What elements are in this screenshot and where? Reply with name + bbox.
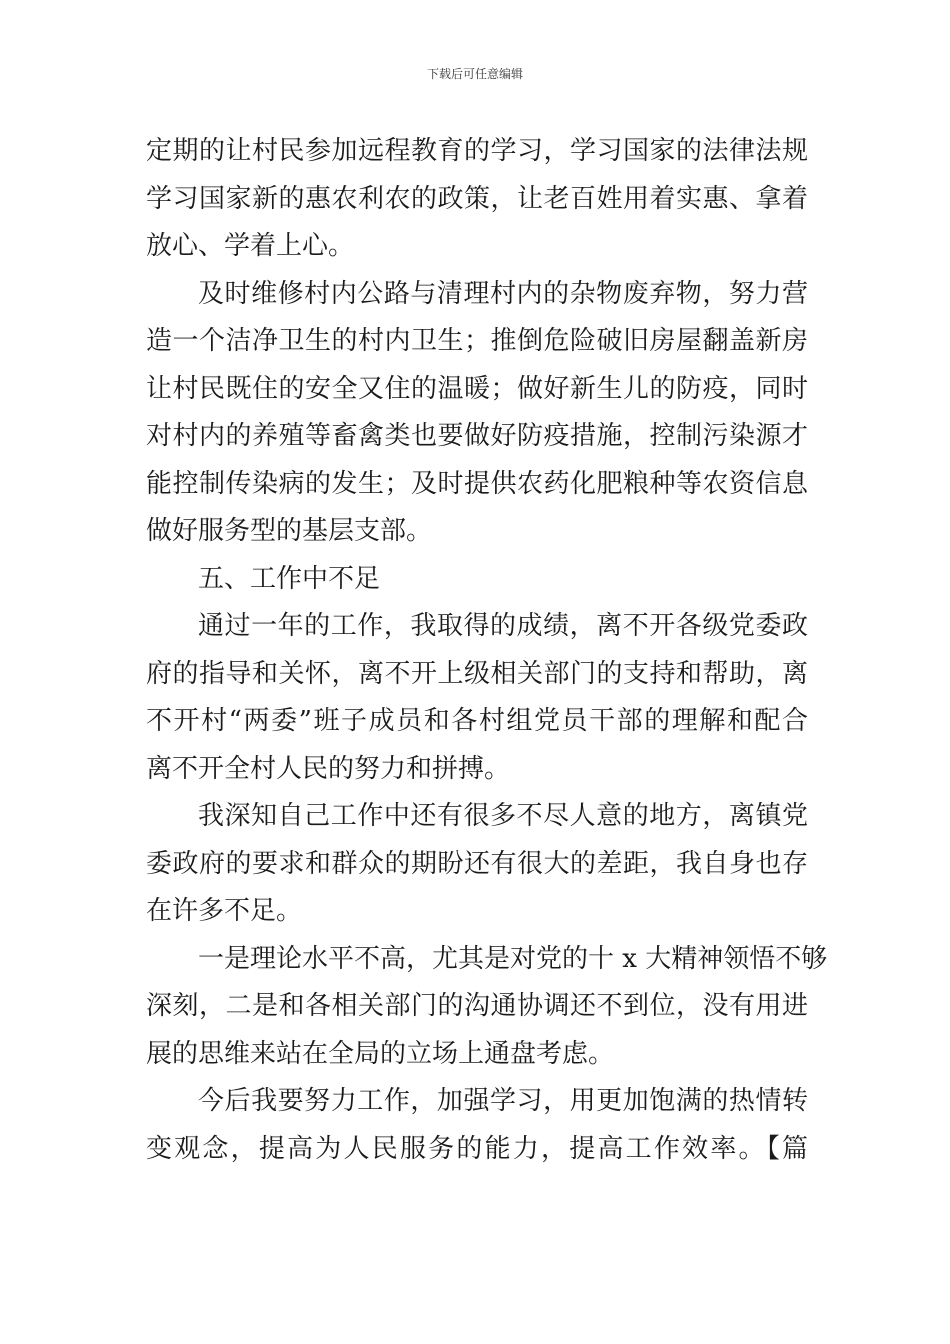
text-line: 变观念，提高为人民服务的能力，提高工作效率。【篇 <box>146 1133 808 1164</box>
text-line: 及时维修村内公路与清理村内的杂物废弃物，努力营 <box>198 278 808 309</box>
text-line: 委政府的要求和群众的期盼还有很大的差距，我自身也存 <box>146 848 808 879</box>
text-line: 让村民既住的安全又住的温暖；做好新生儿的防疫，同时 <box>146 373 808 404</box>
text-line: 我深知自己工作中还有很多不尽人意的地方，离镇党 <box>198 801 808 831</box>
document-body <box>146 128 828 1173</box>
page-header: 下载后可任意编辑 <box>426 67 523 81</box>
text-line: 对村内的养殖等畜禽类也要做好防疫措施，控制污染源才 <box>146 421 808 451</box>
text-line: 五、工作中不足 <box>198 563 381 594</box>
text-line: 府的指导和关怀，离不开上级相关部门的支持和帮助，离 <box>146 658 808 689</box>
text-line: 今后我要努力工作，加强学习，用更加饱满的热情转 <box>198 1086 808 1116</box>
text-line: 深刻，二是和各相关部门的沟通协调还不到位，没有用进 <box>146 991 808 1021</box>
text-line: 学习国家新的惠农利农的政策，让老百姓用着实惠、拿着 <box>146 183 808 214</box>
text-line: 放心、学着上心。 <box>146 231 355 261</box>
text-line: 一是理论水平不高，尤其是对党的十 x 大精神领悟不够 <box>198 943 828 974</box>
text-line: 造一个洁净卫生的村内卫生；推倒危险破旧房屋翻盖新房 <box>146 326 808 356</box>
text-line: 不开村“两委”班子成员和各村组党员干部的理解和配合 <box>146 706 808 736</box>
text-line: 离不开全村人民的努力和拼搏。 <box>146 753 511 784</box>
text-line: 能控制传染病的发生；及时提供农药化肥粮种等农资信息 <box>146 468 808 499</box>
text-line: 定期的让村民参加远程教育的学习，学习国家的法律法规 <box>146 136 808 166</box>
text-line: 通过一年的工作，我取得的成绩，离不开各级党委政 <box>198 611 808 641</box>
text-line: 展的思维来站在全局的立场上通盘考虑。 <box>146 1038 615 1069</box>
text-line: 在许多不足。 <box>146 896 303 926</box>
text-line: 做好服务型的基层支部。 <box>146 516 433 546</box>
